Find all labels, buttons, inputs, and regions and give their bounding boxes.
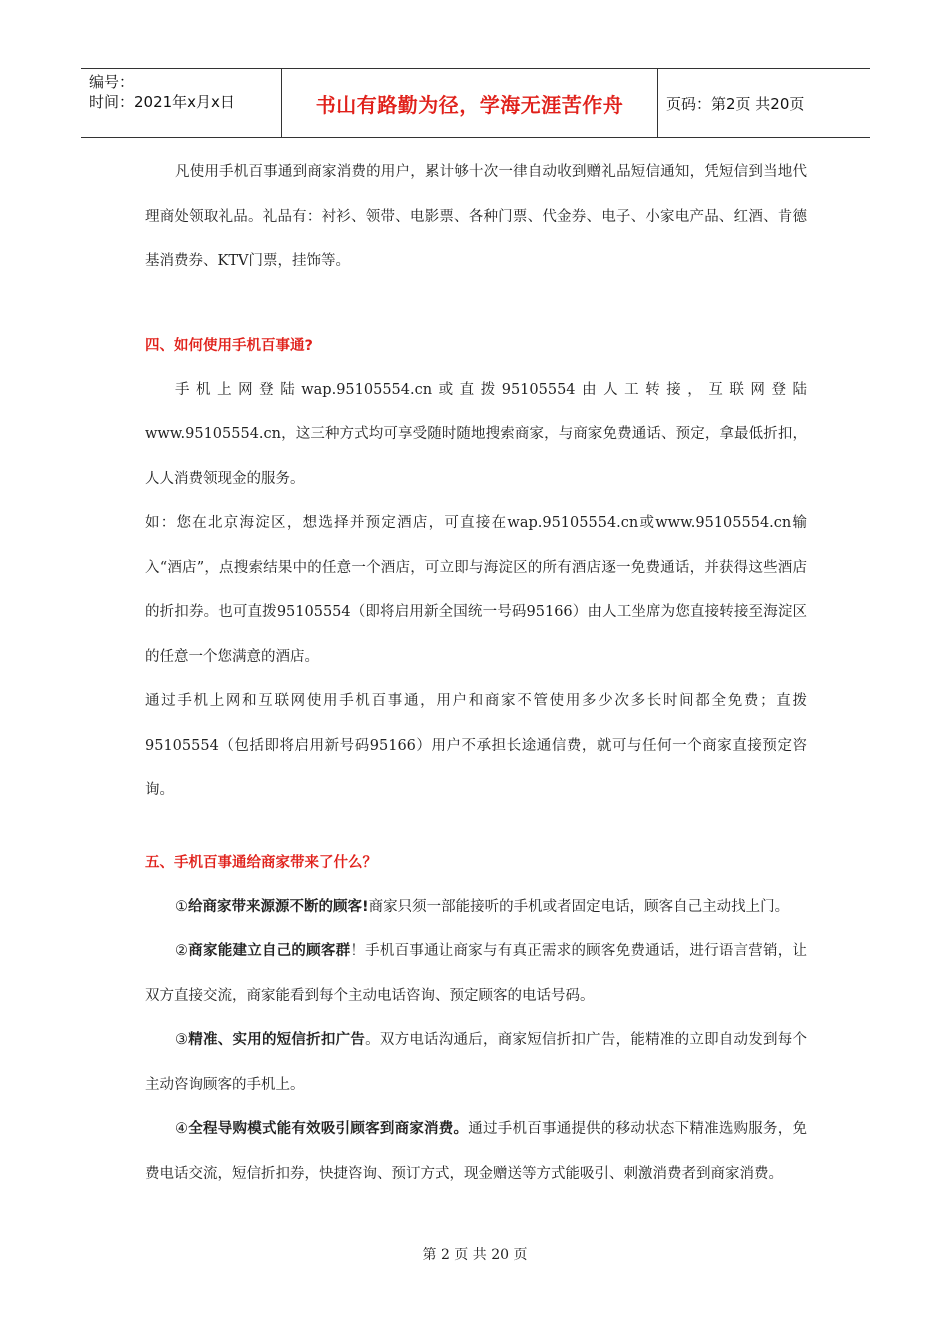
benefit-item-4: [145, 1107, 807, 1196]
page-footer: [0, 1244, 950, 1264]
footer-page-number: 第 2 页 共 20 页: [422, 1247, 528, 1263]
page-header: [81, 68, 870, 138]
spacer: [145, 284, 807, 324]
benefit-text: 商家只须一部能接听的手机或者固定电话，顾客自己主动找上门。: [368, 898, 790, 915]
header-meta: [81, 69, 282, 137]
document-body: [145, 150, 807, 1196]
benefit-item-1: [145, 885, 807, 930]
gift-paragraph: 凡使用手机百事通到商家消费的用户，累计够十次一律自动收到赠礼品短信通知，凭短信到当地代理商处领取礼品。礼品有：衬衫、领带、电影票、各种门票、代金券、电子、小家电产品、红酒、肯德基消费券、KTV门票，挂饰等。: [145, 164, 807, 269]
section-4-heading: 四、如何使用手机百事通?: [145, 337, 313, 354]
benefit-title: 给商家带来源源不断的顾客!: [188, 898, 369, 915]
benefit-number: ④: [175, 1121, 189, 1137]
header-motto-cell: [282, 69, 658, 137]
spacer: [145, 813, 807, 841]
benefit-text: ！手机百事通让商家与有真正需求的顾客免费通话，进行语言营销，让双方直接交流，商家能看到每个主动电话咨询、预定顾客的电话号码。: [145, 943, 808, 1004]
benefit-title: 精准、实用的短信折扣广告: [188, 1032, 366, 1048]
benefit-text: 。双方电话沟通后，商家短信折扣广告，能精准的立即自动发到每个主动咨询顾客的手机上。: [145, 1032, 808, 1093]
header-page-label: 页码：第2页 共20页: [666, 94, 805, 113]
benefit-number: ①: [175, 898, 188, 915]
header-motto: 书山有路勤为径，学海无涯苦作舟: [315, 92, 624, 117]
benefit-number: ②: [175, 943, 189, 959]
benefit-item-3: [145, 1018, 807, 1107]
header-page-info: [658, 69, 870, 137]
benefit-number: ③: [175, 1032, 189, 1048]
doc-time-label: 时间：2021年x月x日: [89, 93, 235, 111]
benefit-title: 商家能建立自己的顾客群: [188, 943, 351, 959]
section-4-paragraph-3: 通过手机上网和互联网使用手机百事通，用户和商家不管使用多少次多长时间都全免费；直拨95105554（包括即将启用新号码95166）用户不承担长途通信费，就可与任何一个商家直接预定咨询。: [145, 693, 807, 798]
doc-number-label: 编号：: [89, 73, 135, 91]
benefit-item-2: [145, 929, 807, 1018]
benefit-title: 全程导购模式能有效吸引顾客到商家消费。: [188, 1121, 469, 1137]
section-5-heading: 五、手机百事通给商家带来了什么？: [145, 854, 377, 871]
section-4-paragraph-2: 如：您在北京海淀区，想选择并预定酒店，可直接在wap.95105554.cn或www.95105554.cn输入“酒店”，点搜索结果中的任意一个酒店，可立即与海淀区的所有酒店逐一免费通话，并获得这些酒店的折扣券。也可直拨95105554（即将启用新全国统一号码95166）由人工坐席为您直接转接至海淀区的任意一个您满意的酒店。: [145, 515, 807, 665]
benefit-text: 通过手机百事通提供的移动状态下精准选购服务，免费电话交流，短信折扣券，快捷咨询、预订方式，现金赠送等方式能吸引、刺激消费者到商家消费。: [145, 1121, 808, 1182]
section-4-paragraph-1: 手机上网登陆wap.95105554.cn或直拨95105554由人工转接，互联网登陆www.95105554.cn，这三种方式均可享受随时随地搜索商家，与商家免费通话、预定，拿最低折扣，人人消费领现金的服务。: [145, 381, 807, 487]
